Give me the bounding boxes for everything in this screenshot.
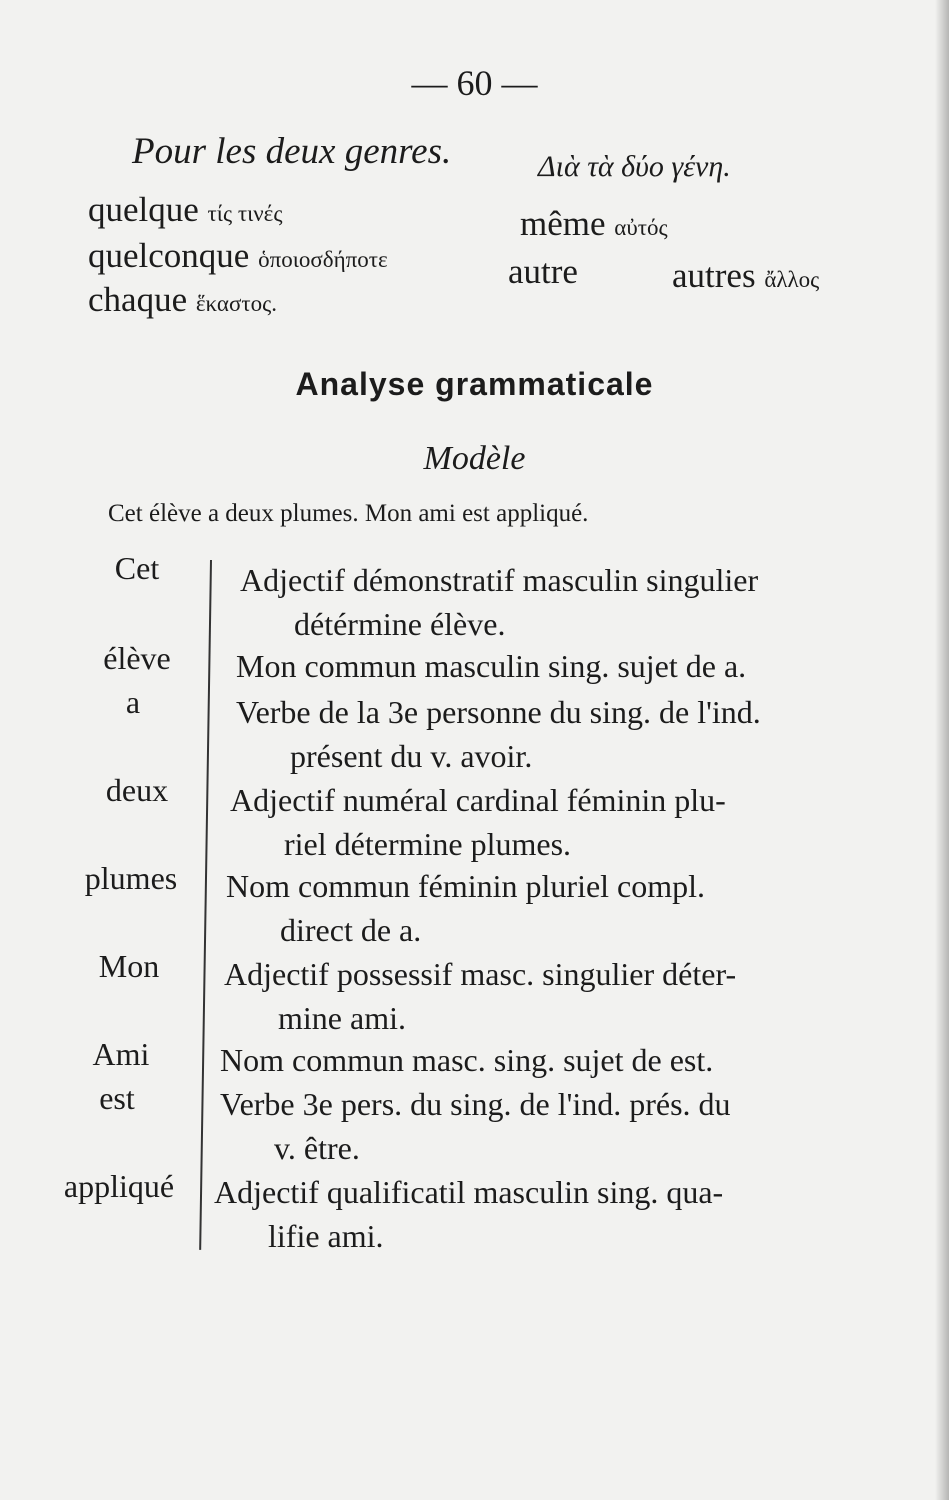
description-line: riel détermine plumes. — [284, 826, 572, 862]
analysis-description — [224, 952, 736, 1040]
description-line: Nom commun masc. sing. sujet de est. — [220, 1042, 714, 1078]
pronoun-word: autre — [508, 252, 578, 291]
pronoun-word: chaque — [88, 280, 188, 319]
description-line: Adjectif numéral cardinal féminin plu- — [230, 782, 726, 818]
description-line: Verbe de la 3e personne du sing. de l'ind. — [236, 694, 761, 730]
pronoun-entry — [508, 252, 578, 292]
description-line: détérmine élève. — [294, 606, 506, 642]
pronoun-entry — [88, 280, 277, 320]
pronoun-entry — [88, 236, 388, 276]
description-line: Nom commun féminin pluriel compl. — [226, 868, 706, 904]
section-title: Analyse grammaticale — [295, 366, 654, 402]
pronoun-greek: τίς τινές — [207, 201, 283, 226]
analysis-word: Ami — [92, 1036, 150, 1072]
pronoun-greek: ἕκαστος. — [195, 291, 277, 316]
analysis-description — [236, 690, 761, 778]
pronoun-greek: αὐτός — [614, 215, 668, 240]
analysis-description — [240, 558, 758, 646]
analysis-word: appliqué — [63, 1168, 175, 1204]
pronoun-word: autres — [672, 256, 756, 295]
description-line: lifie ami. — [268, 1218, 384, 1254]
description-line: Verbe 3e pers. du sing. de l'ind. prés. du — [220, 1086, 731, 1122]
description-line: v. être. — [274, 1130, 360, 1166]
analysis-description — [236, 644, 746, 688]
analysis-word: Mon — [98, 948, 160, 984]
analysis-word: élève — [103, 640, 171, 676]
analysis-description — [230, 778, 726, 866]
analysis-description — [220, 1082, 731, 1170]
analysis-description — [214, 1170, 723, 1258]
genres-heading-french: Pour les deux genres. — [132, 131, 452, 172]
analysis-word: est — [99, 1080, 135, 1116]
analysis-word: plumes — [84, 860, 178, 896]
pronoun-word: même — [520, 204, 606, 243]
analysis-word: a — [125, 684, 141, 720]
analysis-word: Cet — [114, 550, 160, 586]
description-line: présent du v. avoir. — [290, 738, 533, 774]
pronoun-entry — [88, 190, 282, 230]
page-number: — 60 — — [411, 63, 538, 103]
pronoun-greek: ὁποιοσδήποτε — [258, 247, 388, 272]
description-line: mine ami. — [278, 1000, 406, 1036]
analysis-description — [220, 1038, 713, 1082]
description-line: Adjectif démonstratif masculin singulier — [240, 562, 759, 598]
description-line: direct de a. — [280, 912, 422, 948]
page-edge-shadow — [935, 0, 949, 1500]
analysis-word: deux — [105, 772, 169, 808]
description-line: Adjectif qualificatil masculin sing. qua- — [214, 1174, 724, 1210]
section-subtitle: Modèle — [423, 440, 526, 477]
pronoun-greek: ἄλλος — [764, 267, 820, 292]
pronoun-entry — [672, 256, 819, 296]
description-line: Mon commun masculin sing. sujet de a. — [236, 648, 747, 684]
example-sentence: Cet élève a deux plumes. Mon ami est appliqué. — [108, 500, 589, 527]
pronoun-entry — [520, 204, 668, 244]
description-line: Adjectif possessif masc. singulier déter- — [224, 956, 737, 992]
genres-heading-greek: Διὰ τὰ δύο γένη. — [538, 150, 731, 183]
pronoun-word: quelque — [88, 190, 199, 229]
pronoun-word: quelconque — [88, 236, 250, 275]
analysis-description — [226, 864, 705, 952]
